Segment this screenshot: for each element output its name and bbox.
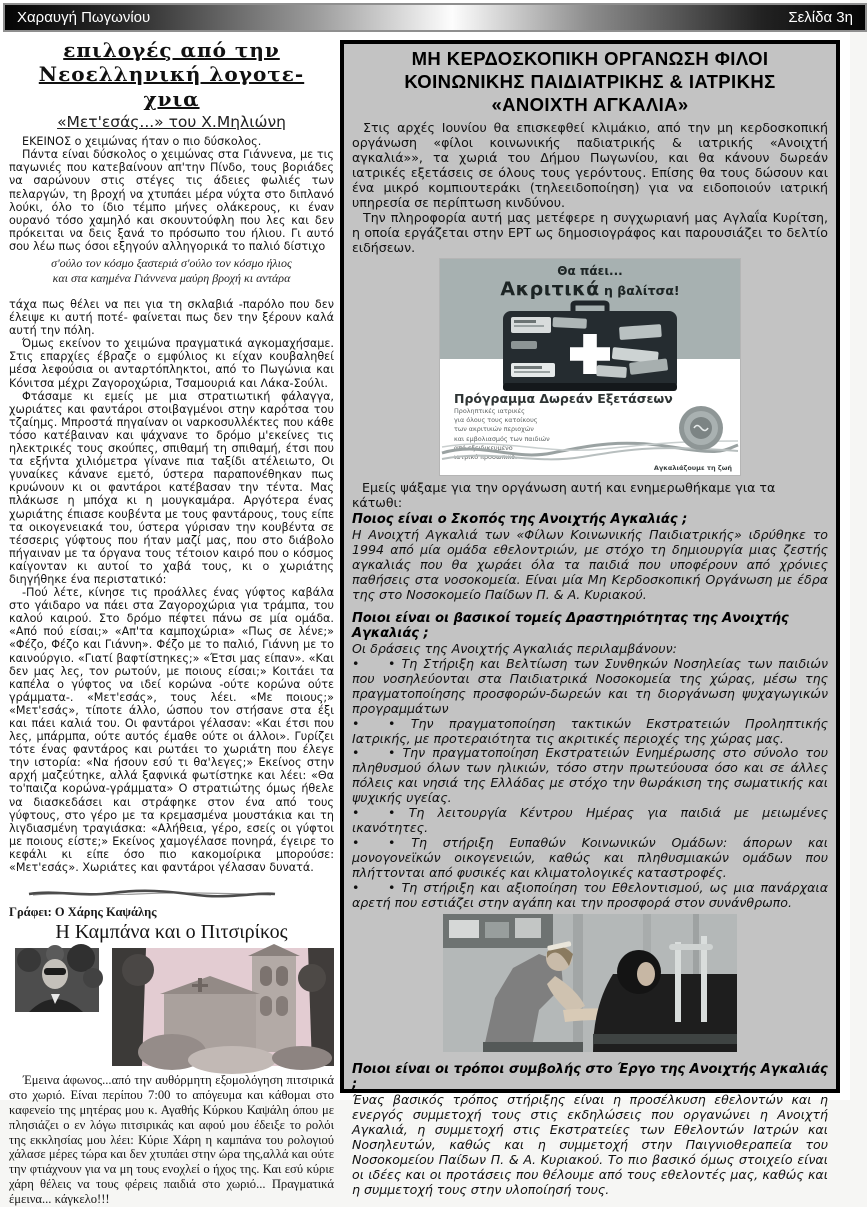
story-title: Η Καμπάνα και ο Πιτσιρίκος — [55, 921, 288, 944]
bullets-intro: Οι δράσεις της Ανοιχτής Αγκαλιάς περιλαμβάνουν: — [352, 640, 677, 656]
answer-paragraph: Ένας βασικός τρόπος στήριξης είναι η προσέλκυση εθελοντών και η ενεργός συμμετοχή τους στις εκδηλώσεις που οργανώνει η Ανοιχτή Αγκαλιά, η συμμετοχή στις Εκστρατείες των Εθελοντών Ιατρών και Νοσηλευτών, καθώς και η συμμετοχή στην Παιγνιοθεραπεία του Νοσοκομείου Παίδων Π. & Α. Κυριακού. Το πιο βασικό όμως στοιχείο είναι οι ιδέες και οι προτάσεις που θέλουμε από τους εθελοντές μας, καθώς και η συμμετοχή τους στην υλοποίησή τους. — [352, 1092, 828, 1198]
village-church-bell-tower-photo — [112, 948, 334, 1066]
ad-program-text: Πρόγραμμα Δωρεάν Εξετάσεων Προληπτικές ιατρικές για όλους τους κατοίκους των ακριτικών περιοχών και εμβολιασμός των παιδιών από εξειδικευμένο ιατρικό προσωπικό. — [454, 390, 673, 462]
ngo-article-box — [340, 40, 840, 1198]
suitcase-handle — [573, 303, 607, 311]
left-article-column — [9, 38, 334, 1207]
article-paragraph: ΕΚΕΙΝΟΣ ο χειμώνας ήταν ο πιο δύσκολος. — [22, 135, 262, 149]
bullet-item: • • Τη λειτουργία Κέντρου Ημέρας για παιδιά με μειωμένες ικανότητες. — [352, 805, 828, 836]
article-body — [9, 135, 334, 874]
patient-face — [637, 962, 655, 986]
ad-slogan: Αγκαλιάζουμε τη ζωή — [653, 463, 732, 472]
ngo-seal-logo — [678, 405, 724, 455]
program-title: Πρόγραμμα Δωρεάν Εξετάσεων — [454, 390, 673, 406]
question-heading: Ποιος είναι ο Σκοπός της Ανοιχτής Αγκαλιάς ; — [352, 511, 688, 527]
photo-row — [15, 948, 334, 1066]
sunglasses-icon — [44, 968, 66, 975]
label-sticker — [511, 363, 555, 377]
bullet-item: • • Τη στήριξη και αξιοποίηση του Εθελοντισμού, ως μια πανάρχαια αρετή που εστιάζει στην αγάπη και την προσφορά στον συνάνθρωπο. — [352, 880, 828, 911]
ngo-intro-paragraph: Την πληροφορία αυτή μας μετέφερε η συγχωριανή μας Αγλαΐα Κυρίτση, η οποία εργάζεται στην ΕΡΤ ως δημοσιογράφος και παρουσιάζει το δελτίο ειδήσεων. — [352, 209, 828, 255]
hospital-volunteer-photo — [443, 914, 737, 1056]
answer-paragraph: Η Ανοιχτή Αγκαλιά των «Φίλων Κοινωνικής Παιδιατρικής» ιδρύθηκε το 1994 από μία ομάδα εθελοντριών, με στόχο τη δημιουργία μιας ζεστής αγκαλιάς που θα χωράει όλα τα παιδιά που υποφέρουν από χρόνιες παθήσεις στα νοσοκομεία. Είναι μία Μη Κερδοσκοπική Οργάνωση με έδρα της στο Νοσοκομείο Παίδων Π. & Α. Κυριακού. — [352, 526, 828, 602]
byline: Γράφει: Ο Χάρης Καψάλης — [9, 905, 157, 920]
akritika-campaign-ad-image — [440, 259, 740, 475]
bell-tower — [252, 956, 296, 1052]
ngo-intro-paragraph: Στις αρχές Ιουνίου θα επισκεφθεί κλιμάκιο, από την μη κερδοσκοπική οργάνωση «φίλοι κοινωνικής παδιατρικής & ιατρικής «Ανοιχτή αγκαλιά»», τα χωριά του Δήμου Πωγωνίου, και θα κάνουν δωρεάν ιατρικές εξετάσεις σε όλους τους γερόντους. Επίσης θα τους δώσουν και ένα μικρό κομπιουτεράκι (τηλεειδοποίηση) για να ειδοποιούν ιατρική υπηρεσία σε περίπτωση κινδύνου. — [352, 119, 828, 210]
newspaper-title: Χαραυγή Πωγωνίου — [17, 9, 151, 26]
folk-couplet: σ'ούλο τον κόσμο ξαστεριά σ'ούλο τον κόσμο ήλιος και στα καημένα Γιάννενα μαύρη βροχή κι αντάρα — [51, 256, 292, 286]
bed-frame — [593, 1034, 737, 1044]
bullet-item: • • Την πραγματοποίηση Εκστρατειών Ενημέρωσης στο σύνολο του πληθυσμού όλων των ηλικιών, τόσο στην πρωτεύουσα όσο και σε άλλες πόλεις και νησιά της Ελλάδας με στόχο την θωράκιση της σωματικής και ψυχικής υγείας. — [352, 745, 828, 806]
hand-drawn-divider — [27, 883, 334, 902]
lead-line: Εμείς ψάξαμε για την οργάνωση αυτή και ενημερωθήκαμε για τα κάτωθι: — [352, 479, 776, 510]
ad-headline: Θα πάει... Ακριτικά η βαλίτσα! — [500, 263, 680, 300]
bullet-item: • • Την πραγματοποίηση τακτικών Εκστρατειών Προληπτικής Ιατρικής, με προτεραιότητα τις ακριτικές περιοχές της χώρας μας. — [352, 715, 828, 746]
bullet-item: • • Τη Στήριξη και Βελτίωση των Συνθηκών Νοσηλείας των παιδιών που νοσηλεύονται στα Παιδιατρικά Νοσοκομεία της χώρας, μέσω της πραγματοποίησης προσφορών-δωρεών και τη διοργάνωση ψυχαγωγικών προγραμμάτων — [352, 655, 828, 716]
article-paragraph: Όμως εκείνον το χειμώνα πραγματικά αγκομαχήσαμε. Στις επαρχίες έβραζε ο εμφύλιος κι είχαν κουβαληθεί μέσα λεφούσια οι ανταρτόπληκτοι, από το Πωγώνια και Κόνιτσα μέχρι Ζαγοροχώρια, Τσαμουριά και Λάκα-Σούλι. — [9, 337, 334, 390]
story-text: Έμεινα άφωνος...από την αυθόρμητη εξομολόγηση πιτσιρικά στο χωριό. Είναι περίπου 7:00 το απόγευμα και κάθομαι στο καφενείο της μητέρας μου κ. Αγαθής Κύρκου Καψάλη όπου με πλησιάζει ο εν λόγω πιτσιρικάς και αφού μου έδειξε το ρολόι της εκκλησίας μου λέει: Κύριε Χάρη η καμπάνα του ρολογιού χάλασε μέρες τώρα και δεν χτυπάει στην ώρα της,αλλά και ούτε την φτιάχνουν για να μη τους ενοχλεί ο ήχος της. Και εσύ κύριε χάρη θέλεις να τους φέρεις παιδιά στο χωριό... Πραγματικά έμεινα... κάγκελο!!! — [9, 1073, 334, 1207]
ngo-title: ΜΗ ΚΕΡΔΟΣΚΟΠΙΚΗ ΟΡΓΑΝΩΣΗ ΦΙΛΟΙ ΚΟΙΝΩΝΙΚΗΣ ΠΑΙΔΙΑΤΡΙΚΗΣ & ΙΑΤΡΙΚΗΣ «ΑΝΟΙΧΤΗ ΑΓΚΑΛΙΑ» — [404, 48, 776, 115]
page-number: Σελίδα 3η — [788, 9, 853, 26]
article-paragraph: Φτάσαμε κι εμείς με μια στρατιωτική φάλαγγα, χωριάτες και φαντάροι στοιβαγμένοι στην καρότσα του τζαίημς. Μπροστά πηγαίναν οι ναρκοσυλλέκτες που κάθε τόσο κατέβαιναν και ψάχνανε το δρόμο μ'εκείνες τις ηλεκτρικές τους σκούπες, σπιθαμή τη σπιθαμή, έτσι που τα εξήντα χιλιόμετρα γίνανε πια ταξίδι ατέλειωτο, Οι γυναίκες κάνανε εμετό, ύστερα παραπονέθηκαν πως κρυώνουν κι οι φαντάροι κατέβασαν την τέντα. Μας πλάκωσε η μπόχα κι η μουγκαμάρα. Αργότερα ένας χωριάτης έπιασε κουβέντα με τους φαντάρους, τους είπε τα οικογενειακά του, ύστερα γύρισαν την κουβέντα σε τέσσερις γύφτους που ήταν μαζί μας, που στο διάβολο πήγαιναν με τα όργανα τους τέτοιον καιρό που ο κόσμος καίγονταν κι αυτοί το χαβά τους, κι ο χωριάτης διηγήθηκε ένα περιστατικό: — [9, 389, 334, 586]
article-paragraph: Πάντα είναι δύσκολος ο χειμώνας στα Γιάννενα, με τις παγωνιές που κατεβαίνουν απ'την Πίνδο, τους βοριάδες να σαρώνουν στις στέγες τις άδειες φωλιές των πελαργών, τη βροχή να χτυπάει μέρα νύχτα στο διπλανό λούκι, όλο το ίδιο τέμπο μήνες ολάκερους, κι έναν ουρανό τόσο χαμηλό και σκουντούφλη που λες και δεν πρόκειται να δεις ξανά το πρόσωπο του ήλιου. Γι αυτό σου λέω πως όσοι εξηγούν αλληγορικά το παλιό δίστιχο — [9, 148, 334, 253]
first-aid-suitcase-image — [501, 303, 679, 399]
page-header-bar — [3, 3, 867, 32]
question-heading: Ποιοι είναι οι βασικοί τομείς Δραστηριότητας της Ανοιχτής Αγκαλιάς ; — [352, 610, 789, 641]
question-heading: Ποιοι είναι οι τρόποι συμβολής στο Έργο της Ανοιχτής Αγκαλιάς ; — [352, 1062, 828, 1093]
author-portrait-photo — [15, 948, 99, 1012]
bullet-item: • • Τη στήριξη Ευπαθών Κοινωνικών Ομάδων: άπορων και μονογονεϊκών οικογενειών, καθώς και πληθυσμιακών ομάδων που πλήττονται από φυσικές και κλιματολογικές καταστροφές. — [352, 835, 828, 881]
article-paragraph: -Πού λέτε, κίνησε τις προάλλες ένας γύφτος καβάλα στο γάιδαρο να πάει στα Ζαγοροχώρια για τράμπα, του καλού καιρού. Στο δρόμο πέφτει πάνω σε μία ομάδα. «Από πού είσαι;» «Απ'τα καμποχώρια» «Πως σε λένε;» «Φέζο, Φέζο και Γιάννη». Φέζο με το παλιό, Γιάννη με το καινούργιο. «Γιατί βαφτίστηκες;» «Έτσι μας είπαν». «Και δεν μας λες, τον ρωτούν, με ποιους είσαι;» Κοιτάει τα καπέλα ο γύφτος να ιδεί κορώνα -ούτε κορώνα ούτε γράμματα-. «Μετ'εσάς», τους λέει. «Με ποιους;» «Μετ'εσάς», τίποτε άλλο, ώσπου τον στήσανε στα έξι και πάει καλιά του. Οι φαντάροι γέλασαν: «Και έτσι που λες, μπάρμπα, ούτε αυτός έμαθε ούτε οι άλλοι». Γυρίζει τότε ένας φαντάρος και ρωτάει το χωριάτη που έλεγε την ιστορία: «Να ήσουν εσύ τι θα'λεγες;» Εκείνος στην αρχή μαζεύτηκε, αλλά ξαφνικά φωτίστηκε και λέει: «Θα το'παιζα κορώνα-γράμματα» Ο στρατιώτης όμως ήθελε να διασκεδάσει και στράφηκε στον ένα από τους γύφτους, στο γέρο με τα κρεμασμένα μουστάκια και τη λιγδιασμένη τραγιάσκα: «Αλήθεια, γέρο, εσείς οι γύφτοι με ποιους είστε;» Εκείνος χαμογέλασε πονηρά, έγειρε το κεφάλι κι είπε όσο πιο κακομοίρικα μπορούσε: «Μετ'εσάς». Χωριάτες και φαντάροι γέλασαν δυνατά. — [9, 586, 334, 875]
bed-rail — [669, 944, 713, 950]
section-title: επιλογές από την Νεοελληνική λογοτε- χνια — [38, 38, 305, 111]
article-subtitle: «Μετ'εσάς...» του Χ.Μηλιώνη — [57, 113, 286, 132]
article-paragraph: τάχα πως θέλει να πει για τη σκλαβιά -παρόλο που δεν έλειψε κι αυτή ποτέ- φαίνεται πως δεν την ξέρουν καλά αυτή την πόλη. — [9, 298, 334, 338]
